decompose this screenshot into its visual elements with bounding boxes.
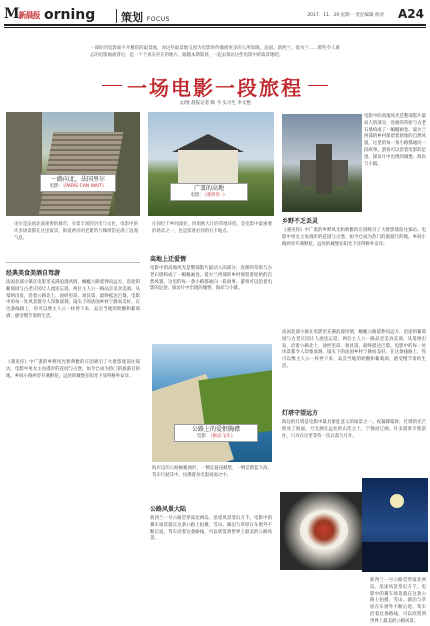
masthead-logo-letter: M — [4, 6, 19, 22]
section-title-road: 公路风景大陆 — [150, 506, 187, 513]
section-title-food-wine: 经典美食美酒自驾游 — [6, 270, 61, 277]
photo-moonlit-sea — [362, 478, 428, 572]
section-body-lighthouse: 海边的灯塔是电影中最具象征意义的场景之一。夜幕降临时，灯塔的光芒照亮了海面，月光洒在远处的山峦之上，宁静而辽阔。许多游客专程前往，只为在这里等待一次日落与月升。 — [282, 420, 426, 439]
photo-caption-lille — [40, 174, 116, 192]
photo-castle-coast — [282, 114, 362, 212]
masthead-logo — [4, 6, 40, 22]
headline — [102, 72, 328, 98]
masthead-english: orning — [44, 7, 96, 23]
section-body-countryside-cont: 法国北部小镇在电影里充满浪漫风情，蜿蜒公路延伸向远方，沿途的葡萄园与古老庄园让人流连忘返。两位主人公一路品尝美食美酒，从戛纳出发，沿着公路北上，途经里昂、勃艮第，最终抵达巴黎。电影中的每一处风景都令人印象深刻，镜头下的法国乡村宁静而美好。在这条线路上，你可以像主人公一样停下来，品尝当地的奶酪和葡萄酒，感受慢节奏的生活。 — [282, 330, 426, 369]
masthead-divider — [116, 9, 117, 23]
caption-manor: 庄园位于乡间深处，四周被大片的草地环绕，是电影中最重要的场景之一，也是影迷必到的打卡地点。 — [152, 222, 272, 234]
photo-caption-film: 电影：《PARIS CAN WAIT》 — [49, 184, 107, 189]
masthead-right — [244, 7, 424, 25]
section-title-lighthouse: 灯塔守望远方 — [282, 410, 319, 417]
photo-lille-stairs — [6, 112, 140, 216]
article-right-top: 电影中的高地风光是整部影片最动人的部分，连绵的草原与古老石墙构成了一幅幅画卷。爱尔兰西部的乡村保留着原始的自然风貌，这里的每一条小路都通向一段故事。游客可以沿着电影的足迹，探访片中出现的城堡、海岸与小镇。 — [364, 114, 426, 167]
section-rule — [6, 262, 140, 263]
photo-caption-coast — [174, 424, 258, 442]
headline-text: 一场电影一段旅程 — [127, 76, 303, 100]
section-body-food-wine-cont: 《遇见你》中广袤的乡野风光和典雅的庄园吸引了大批影迷前往探访。电影中男女主角漫步的花园与古堡，如今已成为热门的旅游目的地。乡间小路两旁开满野花，远处的城堡在阳光下显得格外安详。 — [6, 360, 140, 379]
section-title: 策划 FOCUS — [121, 11, 170, 24]
headline-line-right — [308, 85, 328, 86]
header-rule — [4, 24, 426, 26]
photo-caption-title: 一路向北，法国里尔 — [50, 176, 105, 183]
section-body-countryside: 《遇见你》中广袤的乡野风光和典雅的庄园吸引了大批影迷前往探访。电影中男女主角漫步的花园与古堡，如今已成为热门的旅游目的地。乡间小路两旁开满野花，远处的城堡在阳光下显得格外安详。 — [282, 228, 426, 247]
masthead-logo-red: 新晨报 — [18, 10, 40, 20]
intro-text: 一部好的电影离不开精彩的取景地，而这些取景地又因为电影的传播被更多的人所知晓。法国、新西兰、爱尔兰……那些令人难忘的电影画面背后，是一个个真实存在的地方。跟随本期策划，一起去探访这些电影中的取景地吧。 — [90, 46, 340, 58]
caption-lille: 里尔是法国北部重要的城市，有着丰富的历史与文化，电影中的许多场景都在这里取景，街道两旁的老建筑与咖啡馆充满了浪漫气息。 — [14, 222, 138, 241]
section-title-countryside: 乡野不乏丢灵 — [282, 218, 319, 225]
photo-caption-title: 广袤的高地 — [193, 185, 224, 192]
photo-coastal-cliff — [152, 344, 272, 462]
issue-date: 2017．11．20 星期一 责任编辑 校对 — [307, 13, 384, 18]
photo-caption-highland — [170, 183, 248, 201]
section-title-en: FOCUS — [146, 16, 170, 23]
photo-plated-dish — [280, 492, 368, 570]
section-body-lighthouse-cont: 新西兰一号公路贯穿南北两岛，沿途风景变幻万千。电影中的赛车场景就在这条公路上拍摄，雪山、湖泊与草原在车窗外不断后退。驾车沿着这条路线，可以欣赏到世界上最美的公路风景。 — [370, 578, 426, 624]
photo-caption-film: 电影：《遇到你 ·》 — [190, 193, 228, 198]
photo-caption-title: 公路上的爱恨胸襟 — [191, 426, 240, 433]
page-number: A24 — [398, 7, 424, 21]
section-body-highland: 电影中的高地风光是整部影片最动人的部分，连绵的草原与古老石墙构成了一幅幅画卷。爱尔兰西部的乡村保留着原始的自然风貌，这里的每一条小路都通向一段故事。游客可以沿着电影的足迹，探访片中出现的城堡、海岸与小镇。 — [150, 266, 272, 292]
section-body-food-wine: 法国北部小镇在电影里充满浪漫风情，蜿蜒公路延伸向远方，沿途的葡萄园与古老庄园让人流连忘返。两位主人公一路品尝美食美酒，从戛纳出发，沿着公路北上，途经里昂、勃艮第，最终抵达巴黎。电影中的每一处风景都令人印象深刻，镜头下的法国乡村宁静而美好。在这条线路上，你可以像主人公一样停下来，品尝当地的奶酪和葡萄酒，感受慢节奏的生活。 — [6, 280, 140, 319]
caption-coast: 海岸边的公路蜿蜒曲折，一侧是悬崖峭壁，一侧是蔚蓝大海，驾车行驶其中，仿佛置身电影画面之中。 — [152, 466, 272, 478]
byline: 文/图 晨报记者 陶 今 实习生 李文艳 — [179, 101, 251, 106]
photo-caption-film: 电影：《极品飞车》 — [196, 434, 236, 439]
headline-line-left — [102, 85, 122, 86]
section-title-highland: 高地上迁爱情 — [150, 256, 187, 263]
section-body-road: 新西兰一号公路贯穿南北两岛，沿途风景变幻万千。电影中的赛车场景就在这条公路上拍摄，雪山、湖泊与草原在车窗外不断后退。驾车沿着这条路线，可以欣赏到世界上最美的公路风景。 — [150, 516, 272, 542]
header-rule-thin — [4, 27, 426, 28]
